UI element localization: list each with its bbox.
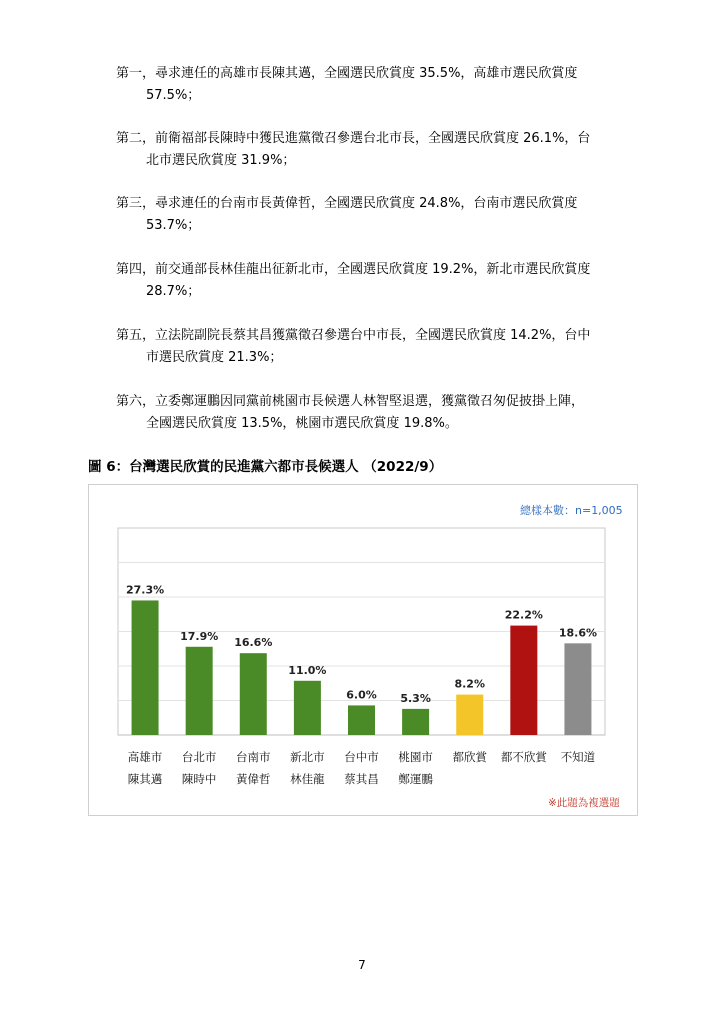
paragraph-line: 28.7%； [146,284,201,299]
bar [240,653,267,735]
paragraph-line: 第二，前衛福部長陳時中獲民進黨徵召參選台北市長，全國選民欣賞度 26.1%，台 [116,131,591,146]
data-label: 5.3% [400,691,431,705]
paragraph-line: 第六，立委鄭運鵬因同黨前桃園市長候選人林智堅退選，獲黨徵召匆促披掛上陣， [116,394,585,409]
category-sublabel: 鄭運鵬 [398,772,433,786]
category-label: 台北市 [181,750,217,764]
paragraph-line: 第五，立法院副院長蔡其昌獲黨徵召參選台中市長，全國選民欣賞度 14.2%，台中 [116,328,591,343]
category-label: 桃園市 [398,750,433,764]
bar [510,626,537,735]
page-number: 7 [358,958,366,972]
paragraph-line: 第一，尋求連任的高雄市長陳其邁，全國選民欣賞度 35.5%，高雄市選民欣賞度 [116,66,578,81]
paragraph-line: 57.5%； [146,88,201,103]
bar [564,643,591,735]
category-label: 台南市 [236,750,271,764]
category-label: 都欣賞 [452,750,487,764]
sample-size-note: 總樣本數：n=1,005 [520,504,623,517]
data-label: 8.2% [454,677,485,691]
category-label: 高雄市 [127,750,163,764]
category-label: 新北市 [290,750,325,764]
category-label: 不知道 [560,750,596,764]
paragraph-line: 市選民欣賞度 21.3%； [146,350,283,365]
data-label: 16.6% [234,636,273,650]
bar [456,695,483,735]
paragraph-line: 第四，前交通部長林佳龍出征新北市，全國選民欣賞度 19.2%，新北市選民欣賞度 [116,262,591,277]
category-sublabel: 林佳龍 [290,772,325,786]
bar [186,647,213,735]
data-label: 17.9% [180,629,219,643]
paragraph-line: 第三，尋求連任的台南市長黃偉哲，全國選民欣賞度 24.8%，台南市選民欣賞度 [116,196,578,211]
bar [348,705,375,735]
category-sublabel: 黃偉哲 [236,772,271,786]
paragraph-line: 北市選民欣賞度 31.9%； [146,153,296,168]
category-label: 都不欣賞 [500,750,547,764]
data-label: 27.3% [125,583,165,597]
category-sublabel: 陳時中 [181,772,217,786]
data-label: 22.2% [504,608,543,622]
paragraph-line: 全國選民欣賞度 13.5%，桃園市選民欣賞度 19.8%。 [146,416,458,431]
category-sublabel: 陳其邁 [127,772,163,786]
bar [294,681,321,735]
bar [402,709,429,735]
paragraph-line: 53.7%； [146,218,201,233]
figure-caption: 圖 6：台灣選民欣賞的民進黨六都市長候選人 （2022/9） [88,459,443,475]
data-label: 6.0% [346,688,377,702]
category-sublabel: 蔡其昌 [344,772,379,786]
category-label: 台中市 [344,750,379,764]
bar [132,600,159,735]
data-label: 11.0% [288,663,327,677]
data-label: 18.6% [558,626,598,640]
multiple-choice-note: ※此題為複選題 [548,797,620,809]
